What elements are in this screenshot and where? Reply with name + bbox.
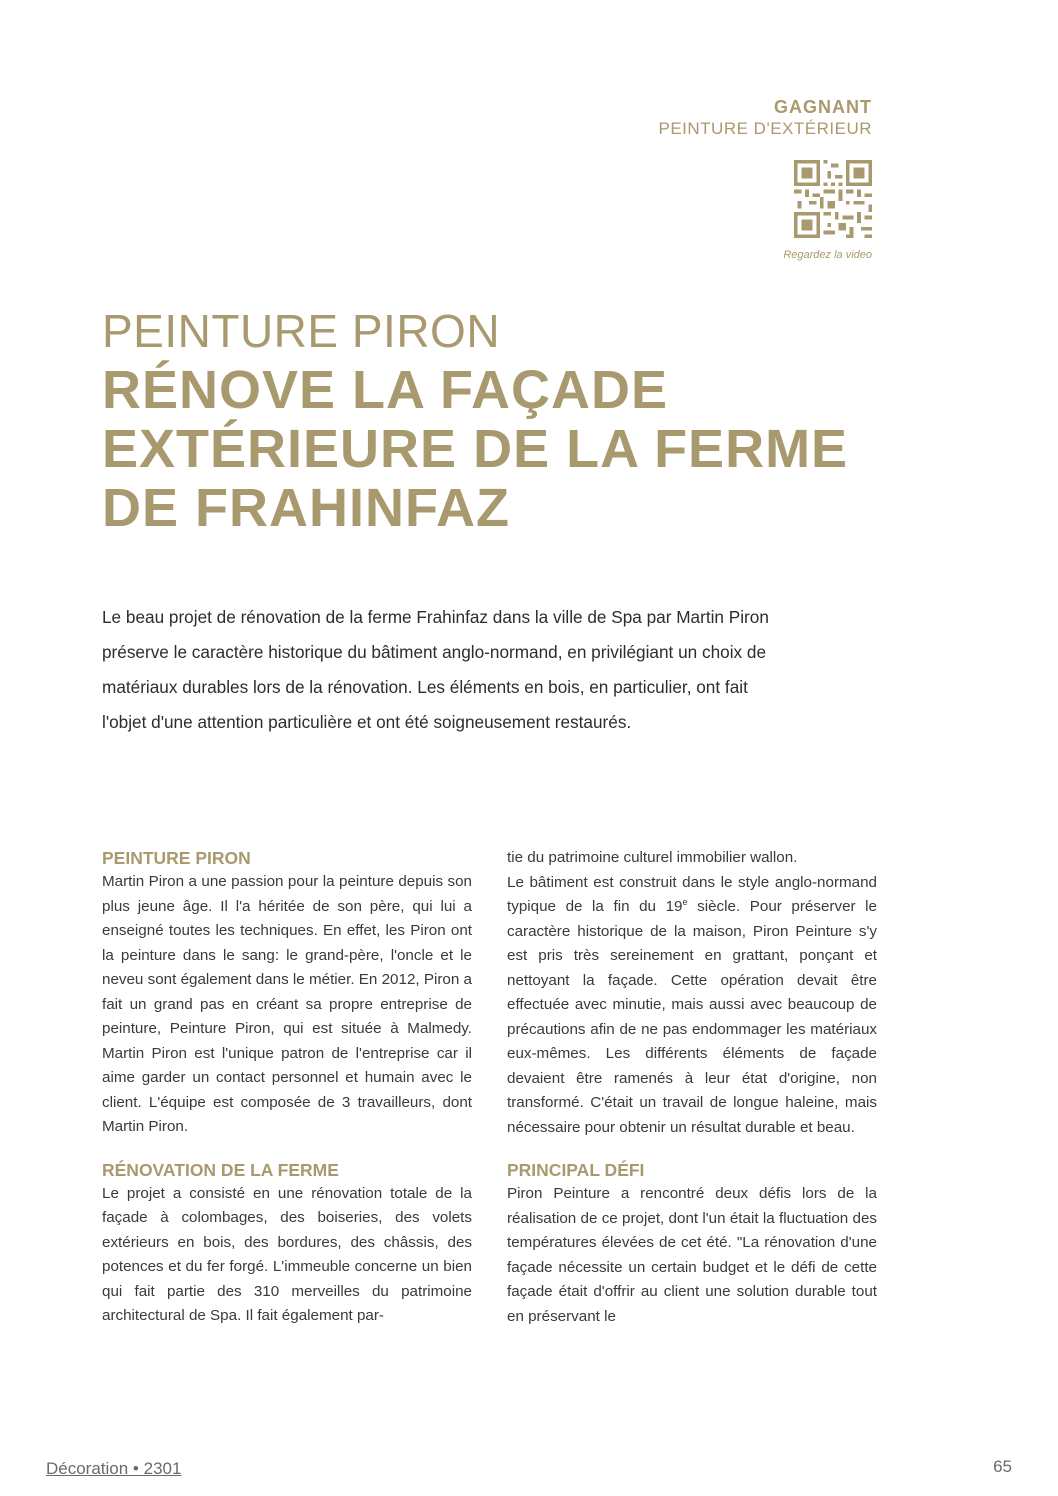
section-paragraph: tie du patrimoine culturel immobilier wallon. bbox=[507, 849, 798, 866]
section-body bbox=[102, 870, 472, 1140]
title-kicker: PEINTURE PIRON bbox=[102, 305, 501, 357]
article-title bbox=[102, 305, 862, 538]
section-paragraph bbox=[507, 871, 877, 1141]
left-column bbox=[102, 846, 472, 1347]
right-column bbox=[507, 846, 877, 1347]
section-heading: PEINTURE PIRON bbox=[102, 848, 251, 868]
qr-code-icon[interactable] bbox=[794, 160, 872, 238]
title-headline-line: EXTÉRIEURE DE LA FERME bbox=[102, 419, 849, 479]
superscript: e bbox=[682, 896, 688, 907]
section-paragraph: Le projet a consisté en une rénovation totale de la façade à colombages, des boiseries, des volets extérieurs en bois, des bordures, des châssis, des potences et du fer forgé. L'immeuble concerne un bien qui fait partie des 310 merveilles du patrimoine architectural de Spa. Il fait également par- bbox=[102, 1184, 472, 1324]
award-category: PEINTURE D'EXTÉRIEUR bbox=[658, 119, 872, 138]
section-heading: RÉNOVATION DE LA FERME bbox=[102, 1159, 339, 1180]
title-headline-line: DE FRAHINFAZ bbox=[102, 478, 510, 538]
paragraph-text: Le bâtiment est construit dans le style anglo-normand typique de la fin du 19 bbox=[507, 873, 877, 915]
publication-link[interactable]: Décoration • 2301 bbox=[46, 1459, 182, 1478]
title-headline-line: RÉNOVE LA FAÇADE bbox=[102, 360, 669, 420]
section-paragraph: Piron Peinture a rencontré deux défis lors de la réalisation de ce projet, dont l'un était la fluctuation des températures élevées de cet été. "La rénovation d'une façade nécessite un certain budget et le défi de cette façade était d'offrir au client une solution durable tout en préservant le bbox=[507, 1185, 877, 1325]
page-number: 65 bbox=[993, 1457, 1012, 1476]
intro-paragraph: Le beau projet de rénovation de la ferme Frahinfaz dans la ville de Spa par Martin Piron préserve le caractère historique du bâtiment anglo-normand, en privilégiant un choix de matériaux durables lors de la rénovation. Les éléments en bois, en particulier, ont fait l'objet d'une attention particulière et ont été soigneusement restaurés. bbox=[102, 607, 769, 732]
qr-caption: Regardez la video bbox=[783, 249, 872, 261]
section-heading: PRINCIPAL DÉFI bbox=[507, 1160, 645, 1180]
paragraph-text: siècle. Pour préserver le caractère historique de la maison, Piron Peinture s'y est pris très sereinement en grattant, ponçant et nettoyant la façade. Cette opération devait être effectuée avec minutie, mais aussi avec beaucoup de précautions afin de ne pas endommager les matériaux eux-mêmes. Les différents éléments de façade devaient être ramenés à leur état d'origine, non transformé. C'était un travail de longue haleine, mais nécessaire pour obtenir un résultat durable et beau. bbox=[507, 898, 877, 1136]
title-headline bbox=[102, 361, 862, 538]
award-block bbox=[659, 96, 873, 140]
award-label: GAGNANT bbox=[774, 97, 872, 117]
section-body bbox=[507, 846, 877, 1140]
section-body bbox=[102, 1182, 472, 1329]
section-paragraph: Martin Piron a une passion pour la peinture depuis son plus jeune âge. Il l'a héritée de son père, qui lui a enseigné toutes les techniques. En effet, les Piron ont la peinture dans le sang: le grand-père, l'oncle et le neveu sont également dans le métier. En 2012, Piron a fait un grand pas en créant sa propre entreprise de peinture, Peinture Piron, qui est située à Malmedy. Martin Piron est l'unique patron de l'entreprise car il aime garder un contact personnel et humain avec le client. L'équipe est composée de 3 travailleurs, dont Martin Piron. bbox=[102, 873, 472, 1135]
section-body bbox=[507, 1182, 877, 1329]
